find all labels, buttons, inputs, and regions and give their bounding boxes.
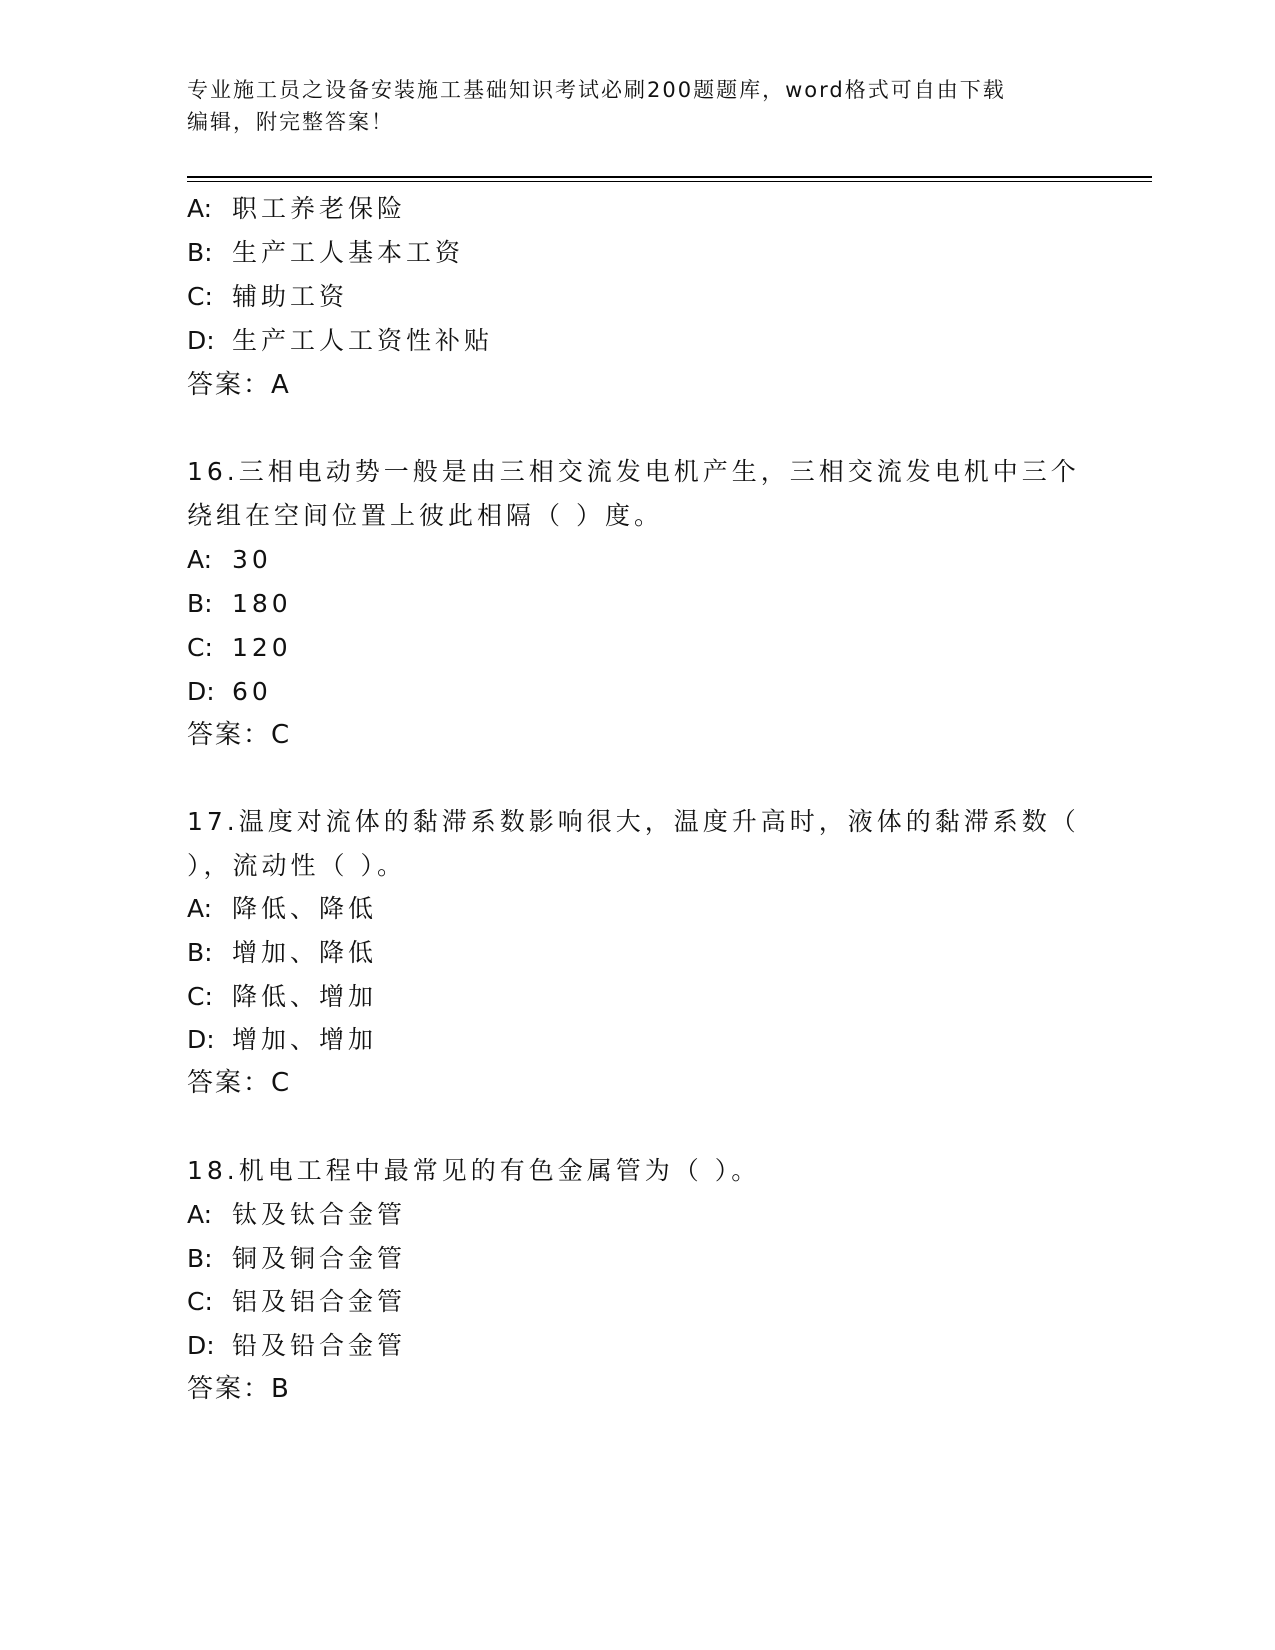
option-c: C: 铝及铝合金管 <box>187 1287 407 1316</box>
option-b: B: 增加、降低 <box>187 938 378 967</box>
option-c: C: 辅助工资 <box>187 282 349 311</box>
option-d: D: 生产工人工资性补贴 <box>187 326 494 355</box>
option-d: D: 60 <box>187 677 272 706</box>
option-a: A: 降低、降低 <box>187 894 378 923</box>
option-d: D: 增加、增加 <box>187 1025 378 1054</box>
option-c: C: 降低、增加 <box>187 982 378 1011</box>
question-16-stem-cont: 绕组在空间位置上彼此相隔（ ）度。 <box>187 501 663 530</box>
option-a: A: 30 <box>187 545 272 574</box>
option-a: A: 职工养老保险 <box>187 194 407 223</box>
answer-line: 答案：C <box>187 720 292 750</box>
option-a: A: 钛及钛合金管 <box>187 1200 407 1229</box>
question-16-stem: 16.三相电动势一般是由三相交流发电机产生，三相交流发电机中三个 <box>187 457 1080 486</box>
document-header <box>187 74 1067 138</box>
header-line-1: 专业施工员之设备安装施工基础知识考试必刷200题题库，word格式可自由下载 <box>187 78 1006 102</box>
header-line-2: 编辑，附完整答案！ <box>187 110 394 134</box>
header-divider-thin <box>187 181 1152 182</box>
question-17-stem-cont: ），流动性（ ）。 <box>187 851 406 880</box>
option-b: B: 180 <box>187 589 292 618</box>
option-b: B: 生产工人基本工资 <box>187 238 465 267</box>
answer-line: 答案：B <box>187 1374 291 1404</box>
question-18-stem: 18.机电工程中最常见的有色金属管为（ ）。 <box>187 1156 761 1185</box>
option-c: C: 120 <box>187 633 292 662</box>
option-d: D: 铅及铅合金管 <box>187 1331 407 1360</box>
answer-line: 答案：A <box>187 370 291 400</box>
answer-line: 答案：C <box>187 1068 292 1098</box>
question-17-stem: 17.温度对流体的黏滞系数影响很大，温度升高时，液体的黏滞系数（ <box>187 807 1080 836</box>
header-divider-thick <box>187 176 1152 178</box>
option-b: B: 铜及铜合金管 <box>187 1244 407 1273</box>
